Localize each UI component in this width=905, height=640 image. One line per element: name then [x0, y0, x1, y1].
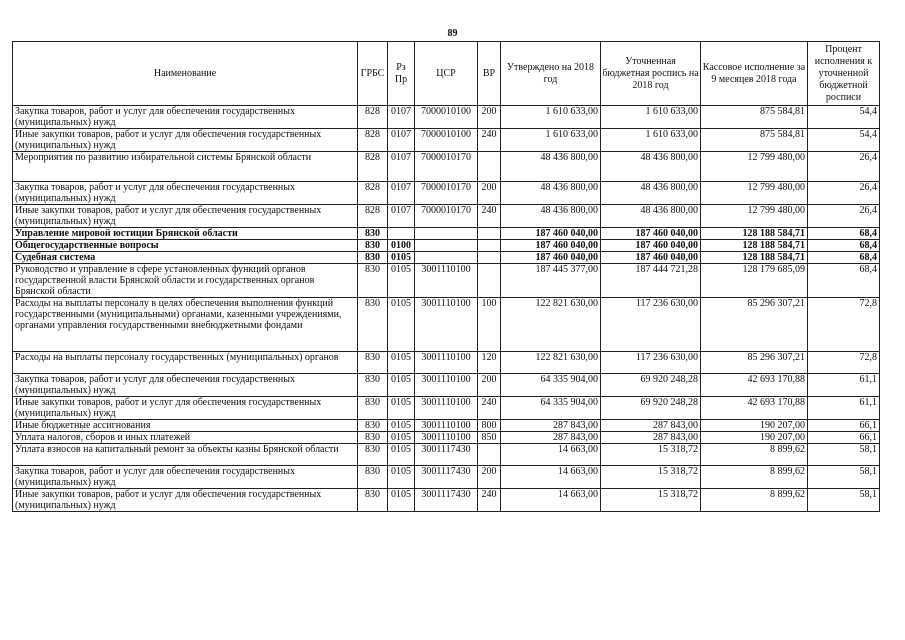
table-row — [13, 489, 880, 512]
table-body — [13, 106, 880, 512]
header-specified: Уточненная бюджетная роспись на 2018 год — [601, 42, 701, 106]
cell-cash: 128 188 584,71 — [701, 240, 808, 252]
table-row — [13, 106, 880, 129]
cell-percent: 61,1 — [808, 374, 880, 397]
cell-approved: 287 843,00 — [501, 432, 601, 444]
cell-csr: 3001110100 — [415, 420, 478, 432]
header-approved: Утверждено на 2018 год — [501, 42, 601, 106]
cell-specified: 69 920 248,28 — [601, 374, 701, 397]
cell-approved: 48 436 800,00 — [501, 205, 601, 228]
table-row — [13, 432, 880, 444]
cell-grbs: 830 — [358, 352, 388, 374]
cell-name: Мероприятия по развитию избирательной системы Брянской области — [13, 152, 358, 182]
cell-cash: 12 799 480,00 — [701, 152, 808, 182]
cell-name: Уплата взносов на капитальный ремонт за объекты казны Брянской области — [13, 444, 358, 466]
header-grbs: ГРБС — [358, 42, 388, 106]
cell-specified: 117 236 630,00 — [601, 298, 701, 352]
cell-vr: 240 — [478, 489, 501, 512]
cell-specified: 48 436 800,00 — [601, 205, 701, 228]
cell-percent: 72,8 — [808, 298, 880, 352]
cell-percent: 26,4 — [808, 152, 880, 182]
cell-percent: 54,4 — [808, 106, 880, 129]
table-row — [13, 182, 880, 205]
cell-vr: 850 — [478, 432, 501, 444]
cell-percent: 68,4 — [808, 228, 880, 240]
cell-csr: 7000010170 — [415, 152, 478, 182]
cell-name: Закупка товаров, работ и услуг для обеспечения государственных (муниципальных) нужд — [13, 374, 358, 397]
cell-approved: 1 610 633,00 — [501, 106, 601, 129]
cell-approved: 64 335 904,00 — [501, 397, 601, 420]
cell-rz-pr: 0105 — [388, 444, 415, 466]
table-row — [13, 397, 880, 420]
cell-specified: 287 843,00 — [601, 432, 701, 444]
cell-grbs: 830 — [358, 432, 388, 444]
cell-approved: 187 460 040,00 — [501, 228, 601, 240]
cell-approved: 14 663,00 — [501, 489, 601, 512]
cell-name: Иные закупки товаров, работ и услуг для обеспечения государственных (муниципальных) нужд — [13, 489, 358, 512]
cell-vr — [478, 152, 501, 182]
cell-approved: 187 460 040,00 — [501, 252, 601, 264]
cell-rz-pr: 0105 — [388, 466, 415, 489]
cell-csr: 3001110100 — [415, 298, 478, 352]
table-row — [13, 129, 880, 152]
cell-grbs: 830 — [358, 240, 388, 252]
table-row — [13, 420, 880, 432]
cell-specified: 117 236 630,00 — [601, 352, 701, 374]
cell-approved: 187 445 377,00 — [501, 264, 601, 298]
cell-cash: 875 584,81 — [701, 106, 808, 129]
cell-rz-pr: 0105 — [388, 397, 415, 420]
cell-name: Руководство и управление в сфере установленных функций органов государственной власти Брянской области и государственных органов Брянской области — [13, 264, 358, 298]
cell-vr: 200 — [478, 466, 501, 489]
cell-specified: 15 318,72 — [601, 489, 701, 512]
cell-approved: 64 335 904,00 — [501, 374, 601, 397]
cell-approved: 14 663,00 — [501, 444, 601, 466]
cell-specified: 48 436 800,00 — [601, 152, 701, 182]
cell-rz-pr: 0105 — [388, 420, 415, 432]
cell-csr — [415, 228, 478, 240]
cell-cash: 42 693 170,88 — [701, 397, 808, 420]
cell-specified: 15 318,72 — [601, 444, 701, 466]
cell-name: Иные закупки товаров, работ и услуг для обеспечения государственных (муниципальных) нужд — [13, 129, 358, 152]
cell-vr: 240 — [478, 397, 501, 420]
cell-grbs: 830 — [358, 374, 388, 397]
cell-specified: 69 920 248,28 — [601, 397, 701, 420]
table-row — [13, 240, 880, 252]
cell-rz-pr: 0107 — [388, 152, 415, 182]
cell-vr — [478, 444, 501, 466]
cell-percent: 58,1 — [808, 444, 880, 466]
table-row — [13, 444, 880, 466]
cell-rz-pr: 0107 — [388, 205, 415, 228]
cell-rz-pr: 0107 — [388, 182, 415, 205]
page-number: 89 — [447, 28, 458, 39]
cell-specified: 1 610 633,00 — [601, 106, 701, 129]
cell-specified: 187 460 040,00 — [601, 240, 701, 252]
cell-name: Иные закупки товаров, работ и услуг для обеспечения государственных (муниципальных) нужд — [13, 205, 358, 228]
cell-csr: 3001110100 — [415, 264, 478, 298]
cell-cash: 85 296 307,21 — [701, 298, 808, 352]
cell-rz-pr: 0105 — [388, 252, 415, 264]
cell-grbs: 830 — [358, 228, 388, 240]
table-row — [13, 466, 880, 489]
header-vr: ВР — [478, 42, 501, 106]
header-csr: ЦСР — [415, 42, 478, 106]
cell-rz-pr: 0107 — [388, 129, 415, 152]
cell-cash: 12 799 480,00 — [701, 205, 808, 228]
cell-cash: 875 584,81 — [701, 129, 808, 152]
header-cash: Кассовое исполнение за 9 месяцев 2018 года — [701, 42, 808, 106]
table-row — [13, 374, 880, 397]
cell-vr — [478, 252, 501, 264]
cell-csr: 7000010100 — [415, 106, 478, 129]
cell-vr: 240 — [478, 205, 501, 228]
cell-percent: 72,8 — [808, 352, 880, 374]
cell-cash: 12 799 480,00 — [701, 182, 808, 205]
cell-name: Закупка товаров, работ и услуг для обеспечения государственных (муниципальных) нужд — [13, 106, 358, 129]
cell-rz-pr: 0107 — [388, 106, 415, 129]
cell-percent: 66,1 — [808, 432, 880, 444]
cell-vr: 800 — [478, 420, 501, 432]
cell-grbs: 830 — [358, 466, 388, 489]
cell-rz-pr: 0100 — [388, 240, 415, 252]
cell-csr: 3001110100 — [415, 397, 478, 420]
budget-execution-table — [12, 41, 880, 512]
cell-rz-pr: 0105 — [388, 374, 415, 397]
cell-vr: 200 — [478, 106, 501, 129]
cell-csr: 7000010170 — [415, 205, 478, 228]
cell-grbs: 830 — [358, 298, 388, 352]
cell-name: Расходы на выплаты персоналу государственных (муниципальных) органов — [13, 352, 358, 374]
cell-specified: 187 460 040,00 — [601, 252, 701, 264]
table-header-row — [13, 42, 880, 106]
cell-approved: 122 821 630,00 — [501, 352, 601, 374]
cell-percent: 68,4 — [808, 252, 880, 264]
cell-approved: 1 610 633,00 — [501, 129, 601, 152]
cell-grbs: 828 — [358, 106, 388, 129]
cell-approved: 122 821 630,00 — [501, 298, 601, 352]
header-name: Наименование — [13, 42, 358, 106]
cell-approved: 287 843,00 — [501, 420, 601, 432]
table-row — [13, 264, 880, 298]
cell-cash: 8 899,62 — [701, 489, 808, 512]
cell-rz-pr: 0105 — [388, 352, 415, 374]
cell-approved: 187 460 040,00 — [501, 240, 601, 252]
header-percent: Процент исполнения к уточненной бюджетной росписи — [808, 42, 880, 106]
cell-csr: 3001117430 — [415, 489, 478, 512]
cell-cash: 8 899,62 — [701, 466, 808, 489]
cell-grbs: 830 — [358, 444, 388, 466]
cell-percent: 66,1 — [808, 420, 880, 432]
cell-vr: 200 — [478, 182, 501, 205]
cell-grbs: 828 — [358, 152, 388, 182]
cell-grbs: 830 — [358, 489, 388, 512]
cell-name: Иные закупки товаров, работ и услуг для обеспечения государственных (муниципальных) нужд — [13, 397, 358, 420]
cell-vr — [478, 228, 501, 240]
cell-name: Иные бюджетные ассигнования — [13, 420, 358, 432]
cell-percent: 58,1 — [808, 466, 880, 489]
table-row — [13, 152, 880, 182]
cell-csr: 7000010100 — [415, 129, 478, 152]
cell-csr: 3001110100 — [415, 374, 478, 397]
cell-csr — [415, 252, 478, 264]
cell-csr — [415, 240, 478, 252]
cell-rz-pr: 0105 — [388, 432, 415, 444]
cell-csr: 3001110100 — [415, 352, 478, 374]
cell-name: Управление мировой юстиции Брянской области — [13, 228, 358, 240]
cell-grbs: 828 — [358, 205, 388, 228]
cell-approved: 14 663,00 — [501, 466, 601, 489]
cell-csr: 3001117430 — [415, 444, 478, 466]
cell-approved: 48 436 800,00 — [501, 152, 601, 182]
cell-grbs: 830 — [358, 252, 388, 264]
cell-csr: 7000010170 — [415, 182, 478, 205]
cell-specified: 287 843,00 — [601, 420, 701, 432]
cell-csr: 3001117430 — [415, 466, 478, 489]
cell-vr: 240 — [478, 129, 501, 152]
cell-percent: 61,1 — [808, 397, 880, 420]
cell-specified: 15 318,72 — [601, 466, 701, 489]
cell-percent: 54,4 — [808, 129, 880, 152]
cell-cash: 128 188 584,71 — [701, 228, 808, 240]
header-rz-pr: Рз Пр — [388, 42, 415, 106]
cell-vr — [478, 240, 501, 252]
cell-name: Общегосударственные вопросы — [13, 240, 358, 252]
cell-grbs: 828 — [358, 129, 388, 152]
cell-percent: 68,4 — [808, 240, 880, 252]
table-row — [13, 252, 880, 264]
cell-grbs: 830 — [358, 397, 388, 420]
table-row — [13, 352, 880, 374]
cell-specified: 187 444 721,28 — [601, 264, 701, 298]
cell-rz-pr: 0105 — [388, 298, 415, 352]
cell-specified: 187 460 040,00 — [601, 228, 701, 240]
cell-csr: 3001110100 — [415, 432, 478, 444]
cell-grbs: 830 — [358, 264, 388, 298]
cell-name: Закупка товаров, работ и услуг для обеспечения государственных (муниципальных) нужд — [13, 182, 358, 205]
cell-cash: 128 179 685,09 — [701, 264, 808, 298]
cell-name: Расходы на выплаты персоналу в целях обеспечения выполнения функций государственными (муниципальными) органами, казенными учреждениями, органами управления государственными внебюджетными фондами — [13, 298, 358, 352]
table-row — [13, 205, 880, 228]
cell-specified: 1 610 633,00 — [601, 129, 701, 152]
cell-cash: 190 207,00 — [701, 432, 808, 444]
cell-grbs: 830 — [358, 420, 388, 432]
cell-rz-pr — [388, 228, 415, 240]
cell-approved: 48 436 800,00 — [501, 182, 601, 205]
cell-percent: 26,4 — [808, 182, 880, 205]
cell-percent: 58,1 — [808, 489, 880, 512]
cell-rz-pr: 0105 — [388, 264, 415, 298]
cell-name: Уплата налогов, сборов и иных платежей — [13, 432, 358, 444]
cell-cash: 190 207,00 — [701, 420, 808, 432]
table-row — [13, 228, 880, 240]
cell-grbs: 828 — [358, 182, 388, 205]
cell-percent: 26,4 — [808, 205, 880, 228]
cell-specified: 48 436 800,00 — [601, 182, 701, 205]
cell-name: Закупка товаров, работ и услуг для обеспечения государственных (муниципальных) нужд — [13, 466, 358, 489]
cell-cash: 8 899,62 — [701, 444, 808, 466]
cell-cash: 128 188 584,71 — [701, 252, 808, 264]
cell-vr — [478, 264, 501, 298]
cell-vr: 120 — [478, 352, 501, 374]
cell-vr: 200 — [478, 374, 501, 397]
cell-cash: 42 693 170,88 — [701, 374, 808, 397]
cell-vr: 100 — [478, 298, 501, 352]
table-row — [13, 298, 880, 352]
cell-percent: 68,4 — [808, 264, 880, 298]
cell-rz-pr: 0105 — [388, 489, 415, 512]
cell-cash: 85 296 307,21 — [701, 352, 808, 374]
cell-name: Судебная система — [13, 252, 358, 264]
